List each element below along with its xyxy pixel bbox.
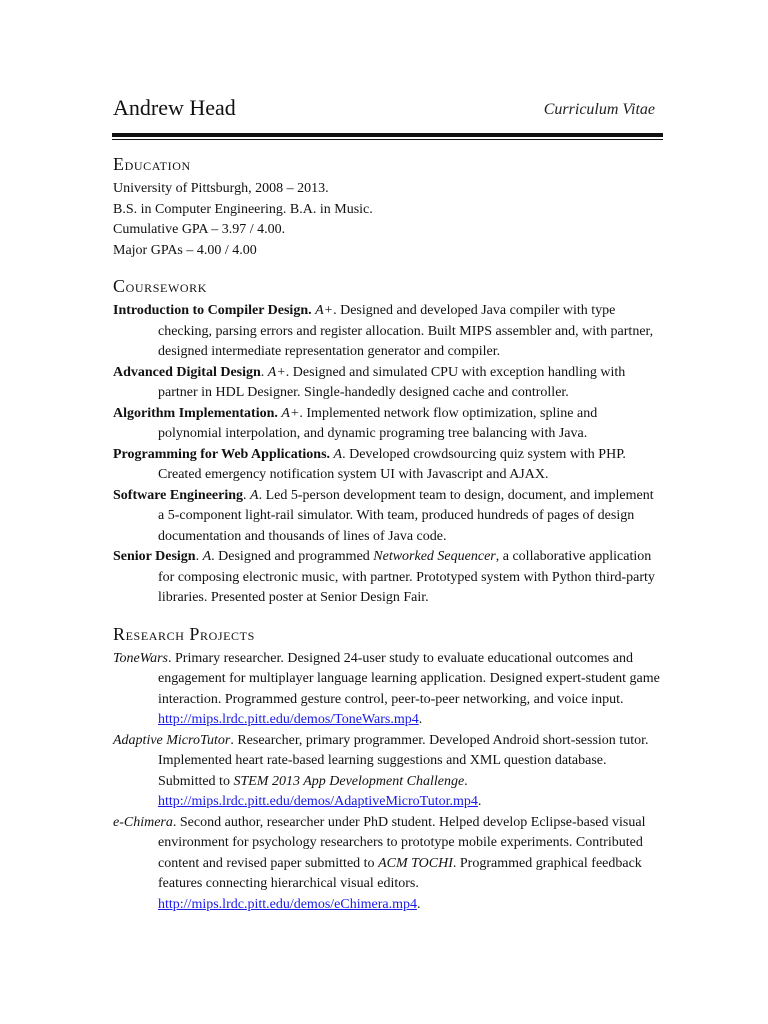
project-name-inline: Networked Sequencer — [373, 549, 496, 564]
course-grade: A+ — [315, 303, 334, 318]
course-entry: Software Engineering. A. Led 5-person development team to design, document, and implement a 5-component light-rail simulator. With team, produced hundreds of pages of design documentation and thousands of lines of Java code. — [113, 487, 654, 544]
document-type-label: Curriculum Vitae — [543, 101, 655, 118]
education-line: B.S. in Computer Engineering. B.A. in Music. — [113, 201, 373, 217]
course-name: Software Engineering — [113, 487, 244, 503]
research-entry: Adaptive MicroTutor. Researcher, primary programmer. Developed Android short-session tutor. Implemented heart rate-based learning suggestions and XML question database. Submitted to STEM 2013 App Development Challenge. http://mips.lrdc.pitt.edu/demos/AdaptiveMicroTutor.mp4. — [113, 732, 649, 809]
research-entry: ToneWars. Primary researcher. Designed 24-user study to evaluate educational outcomes and engagement for multiplayer language learning application. Designed expert-student game interaction. Programmed gesture control, peer-to-peer networking, and voice input. http://mips.lrdc.pitt.edu/demos/ToneWars.mp4. — [113, 650, 660, 727]
cv-body — [113, 152, 661, 915]
section-education — [113, 152, 661, 261]
project-name: Adaptive MicroTutor — [113, 732, 231, 748]
course-name: Introduction to Compiler Design. — [113, 303, 312, 318]
project-name: ToneWars — [113, 650, 168, 666]
project-description: . Primary researcher. Designed 24-user study to evaluate educational outcomes and engagement for multiplayer language learning application. Designed expert-student game interaction. Programmed gesture control, peer-to-peer networking, and voice input. — [158, 650, 660, 707]
course-name: Algorithm Implementation. — [113, 405, 278, 421]
course-entry: Advanced Digital Design. A+. Designed and simulated CPU with exception handling with partner in HDL Designer. Single-handedly designed cache and controller. — [113, 364, 626, 400]
section-coursework — [113, 274, 661, 609]
course-name: Senior Design — [113, 549, 196, 564]
education-line: University of Pittsburgh, 2008 – 2013. — [113, 181, 329, 196]
course-grade: A+ — [267, 364, 286, 380]
project-description: . Researcher, primary programmer. Developed Android short-session tutor. Implemented heart rate-based learning suggestions and XML question database. Submitted to — [158, 732, 649, 789]
course-name: Advanced Digital Design — [113, 364, 261, 380]
course-description: . Developed crowdsourcing quiz system with PHP. Created emergency notification system UI with Javascript and AJAX. — [158, 446, 626, 482]
course-name: Programming for Web Applications. — [113, 446, 331, 462]
section-research-projects — [113, 622, 661, 916]
venue-name: ACM TOCHI — [378, 855, 453, 871]
course-grade: A — [250, 487, 259, 503]
project-description: . Second author, researcher under PhD student. Helped develop Eclipse-based visual environment for psychology researchers to prototype mobile experiments. Contributed content and revised paper submitted to — [158, 814, 646, 871]
demo-video-link[interactable]: http://mips.lrdc.pitt.edu/demos/ToneWars.mp4 — [158, 712, 419, 727]
course-entry — [113, 445, 661, 486]
section-title-research-projects: Research Projects — [113, 623, 255, 644]
header-rule-thick — [112, 133, 663, 137]
section-title-coursework: Coursework — [113, 276, 208, 296]
course-entry — [113, 404, 661, 445]
section-title-education: Education — [113, 154, 191, 174]
author-name: Andrew Head — [113, 95, 236, 120]
education-line: Major GPAs – 4.00 / 4.00 — [113, 242, 257, 258]
education-line: Cumulative GPA – 3.97 / 4.00. — [113, 222, 286, 237]
course-entry: Senior Design. A. Designed and programmed Networked Sequencer, a collaborative application for composing electronic music, with partner. Prototyped system with Python third-party libraries. Presented poster at Senior Design Fair. — [113, 549, 655, 605]
project-name: e-Chimera — [113, 814, 173, 830]
demo-video-link[interactable]: http://mips.lrdc.pitt.edu/demos/AdaptiveMicroTutor.mp4 — [158, 794, 478, 809]
research-entry: e-Chimera. Second author, researcher under PhD student. Helped develop Eclipse-based visual environment for psychology researchers to prototype mobile experiments. Contributed content and revised paper submitted to ACM TOCHI. Programmed graphical feedback features connecting hierarchical visual editors. http://mips.lrdc.pitt.edu/demos/eChimera.mp4. — [113, 814, 646, 912]
course-grade: A+ — [281, 405, 300, 421]
header-rule-thin — [112, 139, 663, 140]
course-entry — [113, 301, 661, 363]
course-description: . Led 5-person development team to design, document, and implement a 5-component light-rail simulator. With team, produced hundreds of pages of design documentation and thousands of lines of Java code. — [158, 487, 654, 544]
venue-name: STEM 2013 App Development Challenge — [233, 773, 465, 789]
course-description: . Designed and simulated CPU with exception handling with partner in HDL Designer. Single-handedly designed cache and controller. — [158, 364, 626, 400]
course-description: . Designed and developed Java compiler with type checking, parsing errors and register allocation. Built MIPS assembler and, with partner, designed intermediate representation generator and compiler. — [158, 303, 654, 359]
course-grade: A — [333, 446, 343, 462]
course-description: . Implemented network flow optimization, spline and polynomial interpolation, and dynamic programing tree balancing with Java. — [158, 405, 598, 441]
cv-header — [113, 94, 663, 124]
course-description-end: , a collaborative application for composing electronic music, with partner. Prototyped system with Python third-party libraries. Presented poster at Senior Design Fair. — [158, 549, 655, 605]
course-grade: A — [202, 549, 212, 564]
course-description: . Designed and programmed — [211, 549, 374, 564]
demo-video-link[interactable]: http://mips.lrdc.pitt.edu/demos/eChimera.mp4 — [158, 896, 417, 912]
